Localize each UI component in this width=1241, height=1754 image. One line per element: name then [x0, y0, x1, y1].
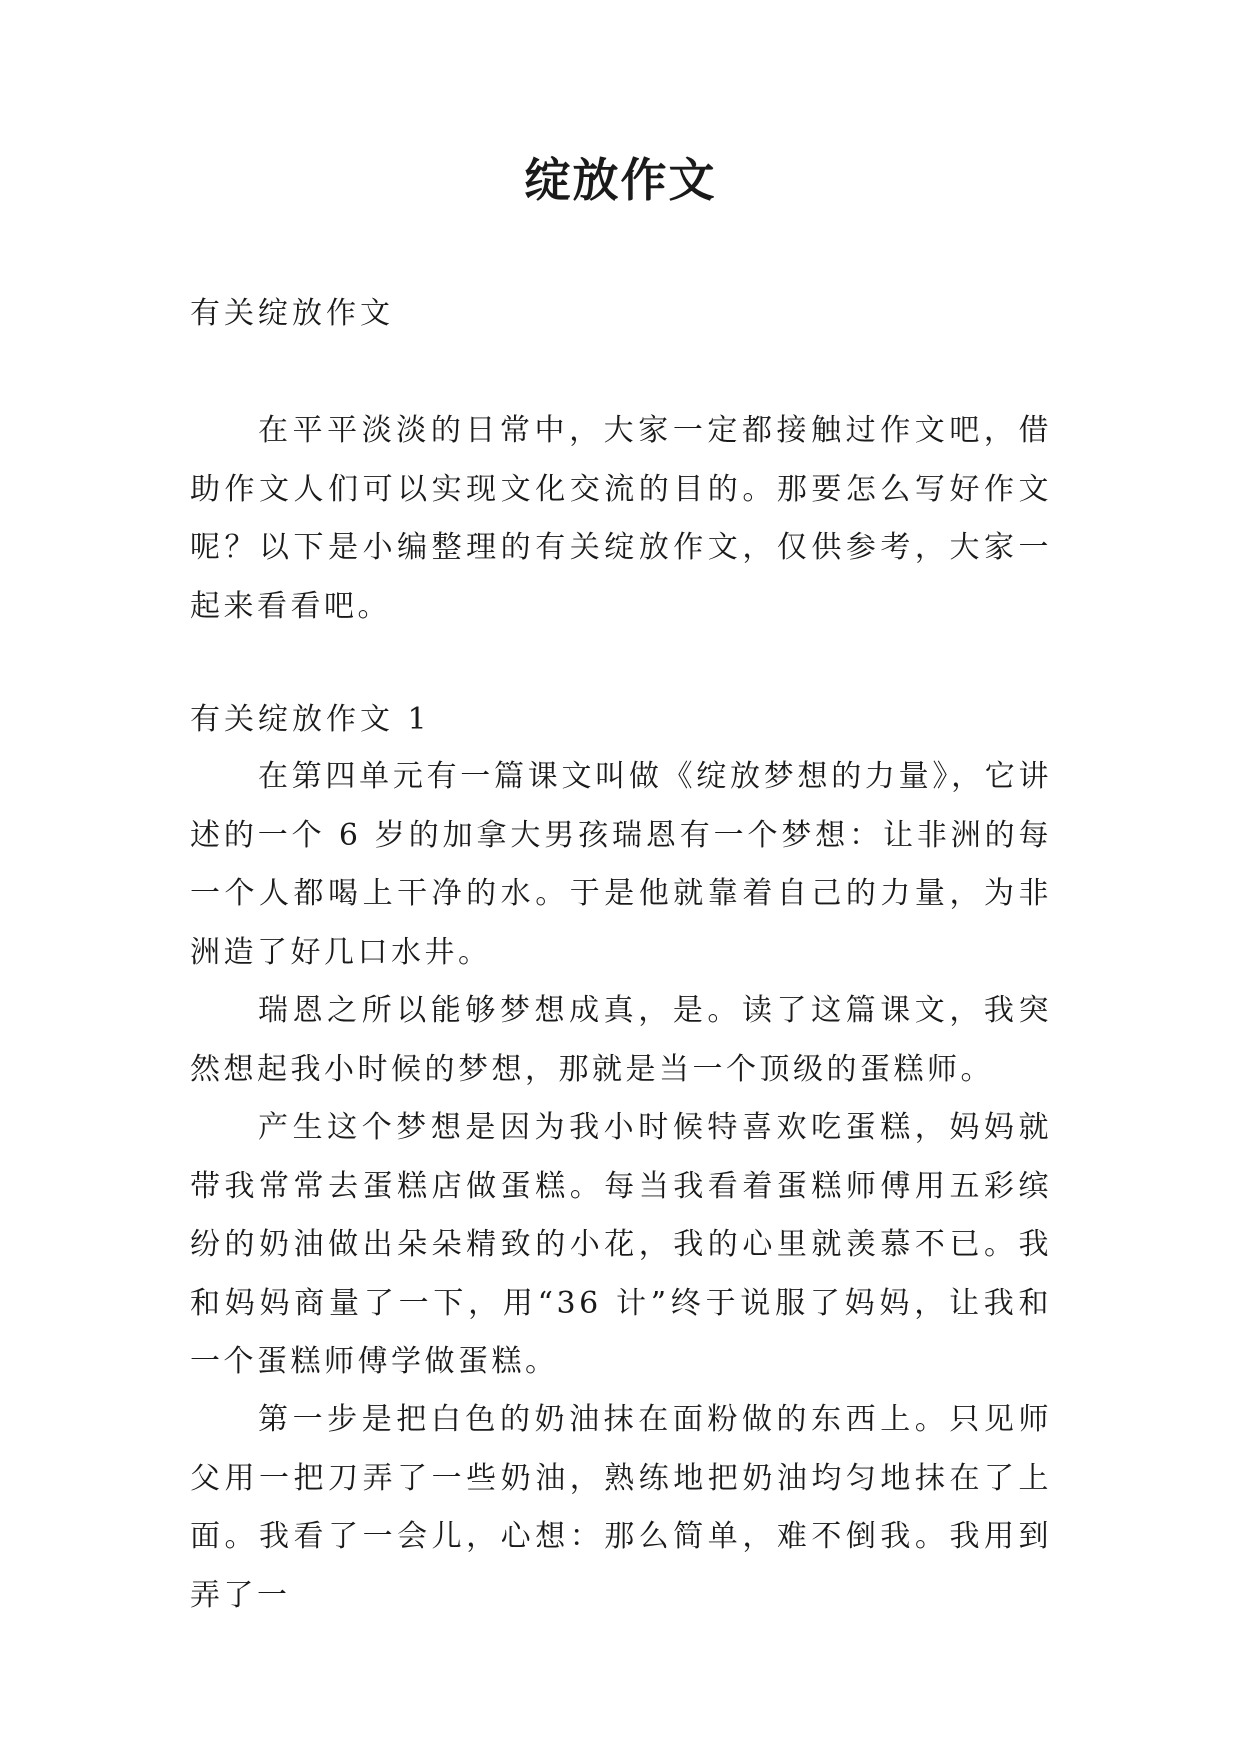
- body-paragraph-3: 产生这个梦想是因为我小时候特喜欢吃蛋糕，妈妈就带我常常去蛋糕店做蛋糕。每当我看着蛋糕师傅用五彩缤纷的奶油做出朵朵精致的小花，我的心里就羡慕不已。我和妈妈商量了一下，用“36 计”终于说服了妈妈，让我和一个蛋糕师傅学做蛋糕。: [190, 1110, 1052, 1379]
- document-title: 绽放作文: [524, 153, 717, 207]
- body-paragraph-4: 第一步是把白色的奶油抹在面粉做的东西上。只见师父用一把刀弄了一些奶油，熟练地把奶油均匀地抹在了上面。我看了一会儿，心想：那么简单，难不倒我。我用到弄了一: [190, 1402, 1052, 1613]
- intro-paragraph: 在平平淡淡的日常中，大家一定都接触过作文吧，借助作文人们可以实现文化交流的目的。那要怎么写好作文呢？以下是小编整理的有关绽放作文，仅供参考，大家一起来看看吧。: [190, 413, 1052, 624]
- body-paragraph-2: 瑞恩之所以能够梦想成真，是。读了这篇课文，我突然想起我小时候的梦想，那就是当一个顶级的蛋糕师。: [190, 993, 1052, 1087]
- document-subtitle: 有关绽放作文: [190, 296, 394, 331]
- body-paragraph-1: 在第四单元有一篇课文叫做《绽放梦想的力量》，它讲述的一个 6 岁的加拿大男孩瑞恩有一个梦想：让非洲的每一个人都喝上干净的水。于是他就靠着自己的力量，为非洲造了好几口水井。: [190, 759, 1052, 970]
- section-heading: 有关绽放作文 1: [190, 702, 431, 737]
